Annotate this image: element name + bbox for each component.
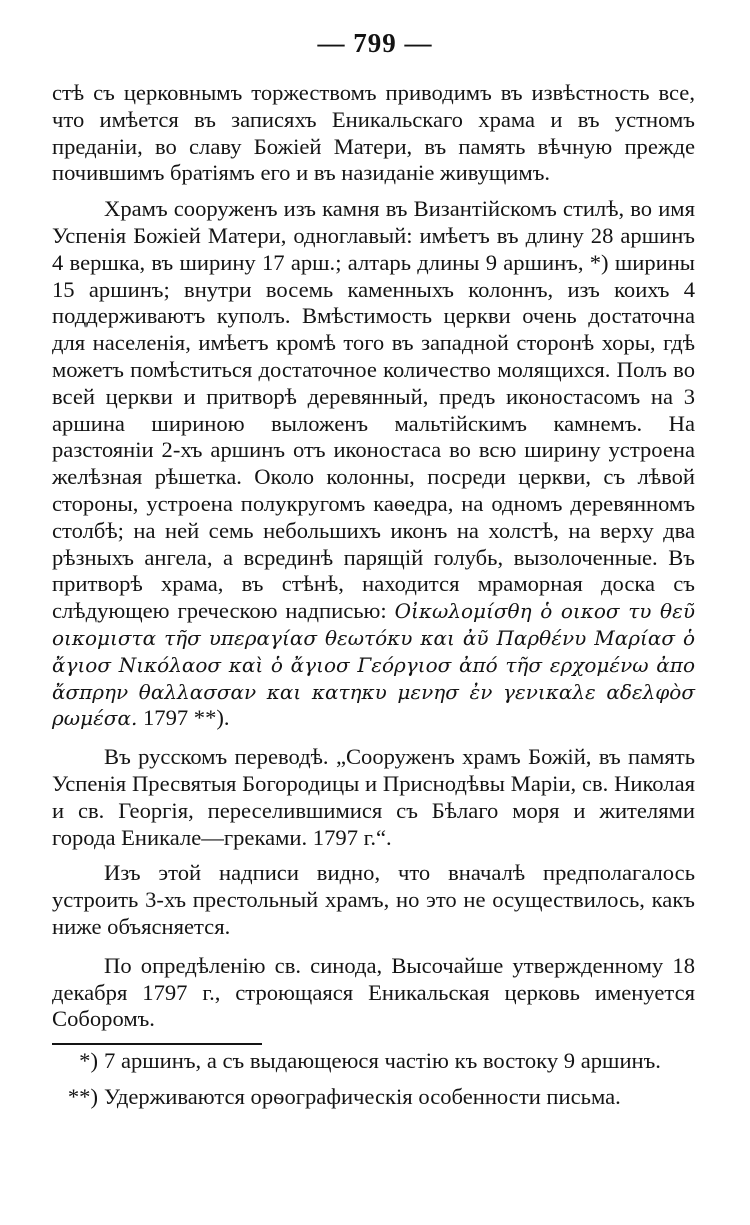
page-number: — 799 — <box>317 28 433 58</box>
footnote-1 <box>52 1048 695 1075</box>
footnote-divider <box>52 1043 262 1045</box>
paragraph-temple-description <box>52 196 695 732</box>
paragraph-inscription-remark: Изъ этой надписи видно, что вначалѣ предполагалось устроить 3-хъ престольный храмъ, но это не осуществилось, какъ ниже объясняется. <box>52 860 695 939</box>
footnote-2-text: Удерживаются орѳографическія особенности письма. <box>104 1083 621 1109</box>
footnote-1-text: 7 аршинъ, а съ выдающеюся частію къ востоку 9 аршинъ. <box>104 1048 661 1074</box>
paragraph-intro-continuation: стѣ съ церковнымъ торжествомъ приводимъ въ извѣстность все, что имѣется въ записяхъ Еникальскаго храма и въ устномъ преданіи, во славу Божіей Матери, въ память вѣчную прежде почившимъ братіямъ его и въ назиданіе живущимъ. <box>52 80 695 186</box>
page-body <box>52 80 695 1111</box>
inscription-year: 1797 **). <box>142 705 230 731</box>
footnote-2-mark: **) <box>67 1083 98 1109</box>
footnote-1-mark: *) <box>79 1048 98 1074</box>
paragraph-russian-translation: Въ русскомъ переводѣ. „Сооруженъ храмъ Божій, въ память Успенія Пресвятыя Богородицы и Приснодѣвы Маріи, св. Николая и св. Георгія, переселившимися съ Бѣлаго моря и жителями города Еникале—греками. 1797 г.“. <box>52 744 695 850</box>
paragraph-synod-decision: По опредѣленію св. синода, Высочайше утвержденному 18 декабря 1797 г., строющаяся Еникальская церковь именуется Соборомъ. <box>52 952 695 1032</box>
greek-inscription: Οἰκωλομίσθη ὁ οικοσ τυ θεῦ οικομιστα τῆσ υπεραγίασ θεωτόκυ και ἀῦ Παρθένυ Μαρίασ ὁ ἄγιοσ Νικόλαοσ καὶ ὁ ἄγιοσ Γεόργιοσ ἀπό τη̃σ ερχομένω ἀπο ἄσπρην θαλλασσαν και κατηκυ μενησ ἐν γενικαλε αδελφὸσ ρωμέσα. <box>52 599 695 731</box>
temple-description-text: Храмъ сооруженъ изъ камня въ Византійскомъ стилѣ, во имя Успенія Божіей Матери, одноглавый: имѣетъ въ длину 28 аршинъ 4 вершка, въ ширину 17 арш.; алтарь длины 9 аршинъ, *) ширины 15 аршинъ; внутри восемь каменныхъ колоннъ, изъ коихъ 4 поддерживаютъ куполъ. Вмѣстимость церкви очень достаточна для населенія, имѣетъ кромѣ того въ западной сторонѣ хоры, гдѣ можетъ помѣститься достаточное количество молящихся. Полъ во всей церкви и притворѣ деревянный, предъ иконостасомъ на 3 аршина шириною выложенъ мальтійскимъ камнемъ. На разстояніи 2-хъ аршинъ отъ иконостаса во всю ширину устроена желѣзная рѣшетка. Около колонны, посреди церкви, съ лѣвой стороны, устроена полукругомъ каѳедра, на одномъ деревянномъ столбѣ; на ней семь небольшихъ иконъ на холстѣ, на верху два рѣзныхъ ангела, а всрединѣ парящій голубь, вызолоченные. Въ притворѣ храма, въ стѣнѣ, находится мраморная доска съ слѣдующею греческою надписью: <box>52 196 695 624</box>
footnote-2 <box>52 1084 695 1111</box>
